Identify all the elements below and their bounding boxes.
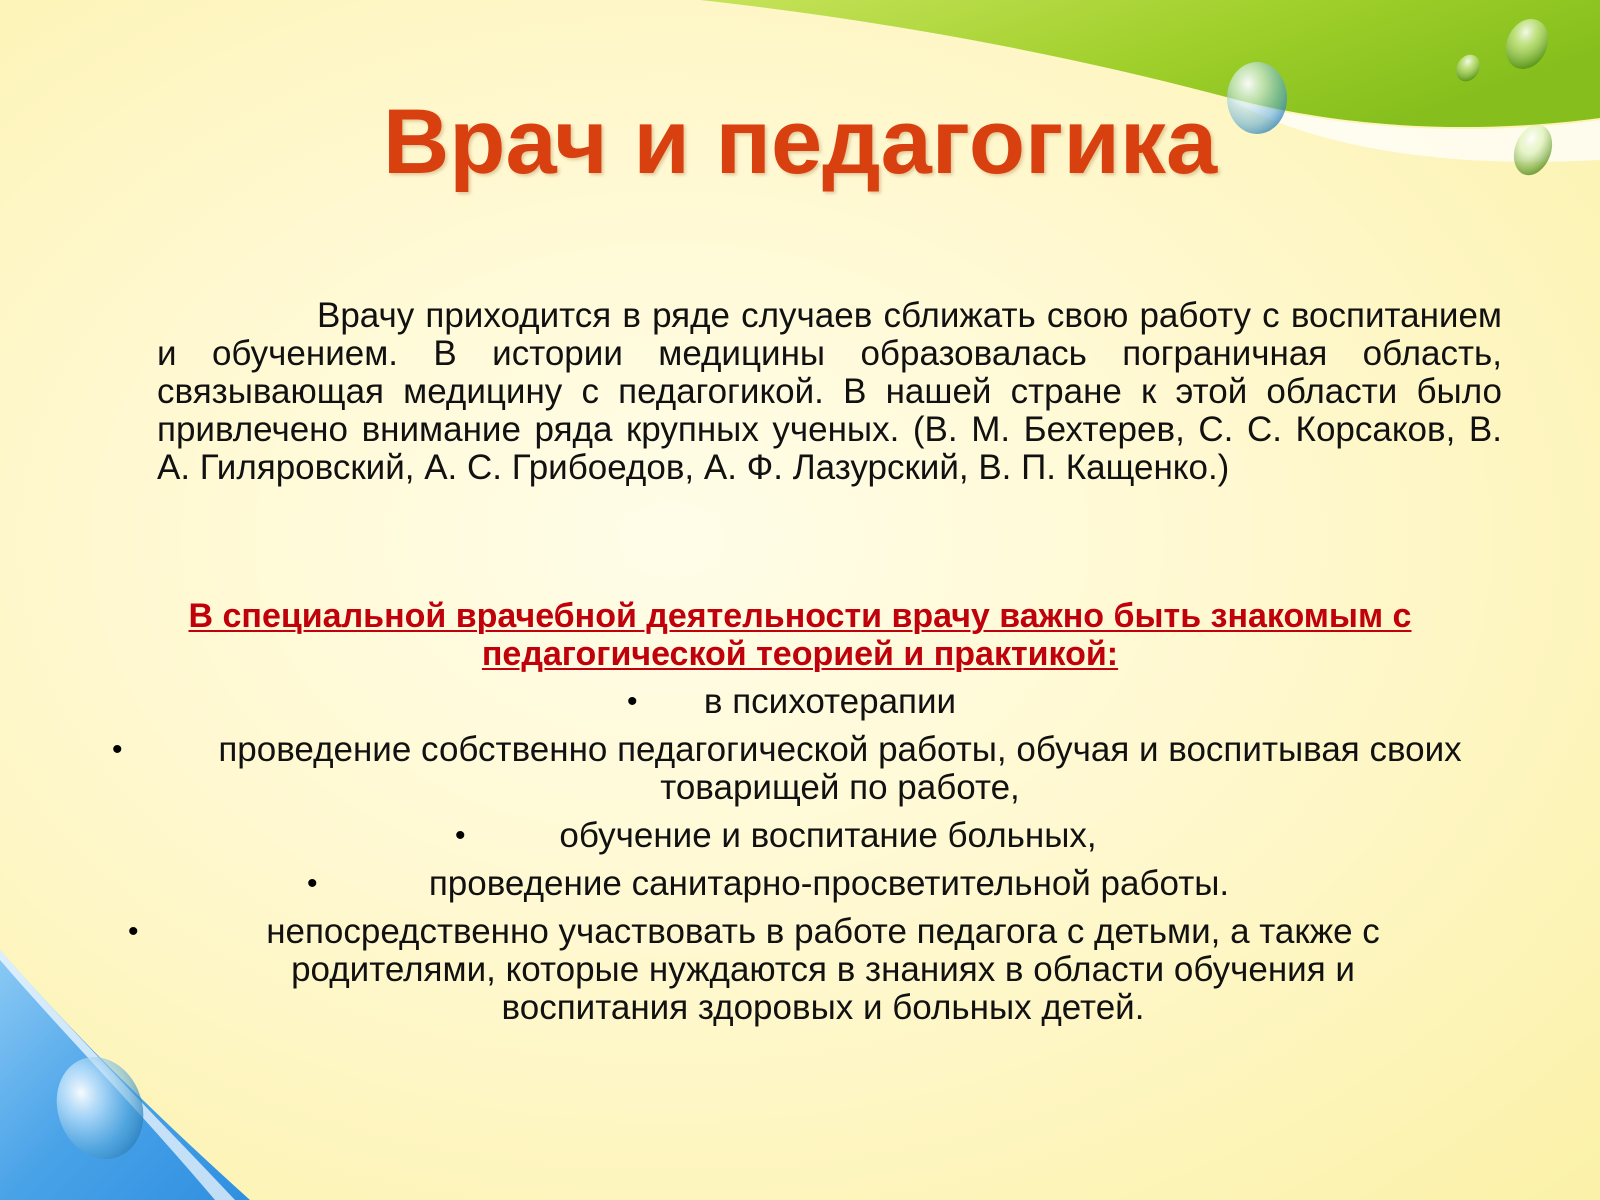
activity-list bbox=[100, 683, 1500, 1027]
list-item-text: проведение санитарно-просветительной работы. bbox=[428, 864, 1230, 903]
list-item-text: проведение собственно педагогической работы, обучая и воспитывая своих товарищей по работе, bbox=[218, 730, 1462, 807]
list-item bbox=[100, 683, 1500, 721]
list-item-text: в психотерапии bbox=[703, 682, 957, 721]
bullet-marker: • bbox=[627, 685, 638, 718]
list-item-text: непосредственно участвовать в работе педагога с детьми, а также с родителями, которые нуждаются в знаниях в области обучения и воспитания здоровых и больных детей. bbox=[266, 912, 1380, 1027]
list-item bbox=[100, 817, 1500, 855]
bullet-marker: • bbox=[128, 915, 139, 948]
list-item bbox=[100, 731, 1500, 807]
subheading: В специальной врачебной деятельности врачу важно быть знакомым с педагогической теорией и практикой: bbox=[188, 597, 1412, 673]
list-item bbox=[100, 913, 1500, 1027]
list-item bbox=[100, 865, 1500, 903]
list-item-text: обучение и воспитание больных, bbox=[559, 816, 1097, 855]
bullet-marker: • bbox=[112, 733, 123, 766]
slide-title: Врач и педагогика bbox=[382, 91, 1218, 193]
bullet-marker: • bbox=[455, 819, 466, 852]
intro-paragraph: Врачу приходится в ряде случаев сближать свою работу с воспитанием и обучением. В истории медицины образовалась пограничная область, связывающая медицину с педагогикой. В нашей стране к этой области было привлечено внимание ряда крупных ученых. (В. М. Бехтерев, С. С. Корсаков, В. А. Гиляровский, А. С. Грибоедов, А. Ф. Лазурский, В. П. Кащенко.) bbox=[157, 296, 1502, 487]
bullet-marker: • bbox=[307, 867, 318, 900]
